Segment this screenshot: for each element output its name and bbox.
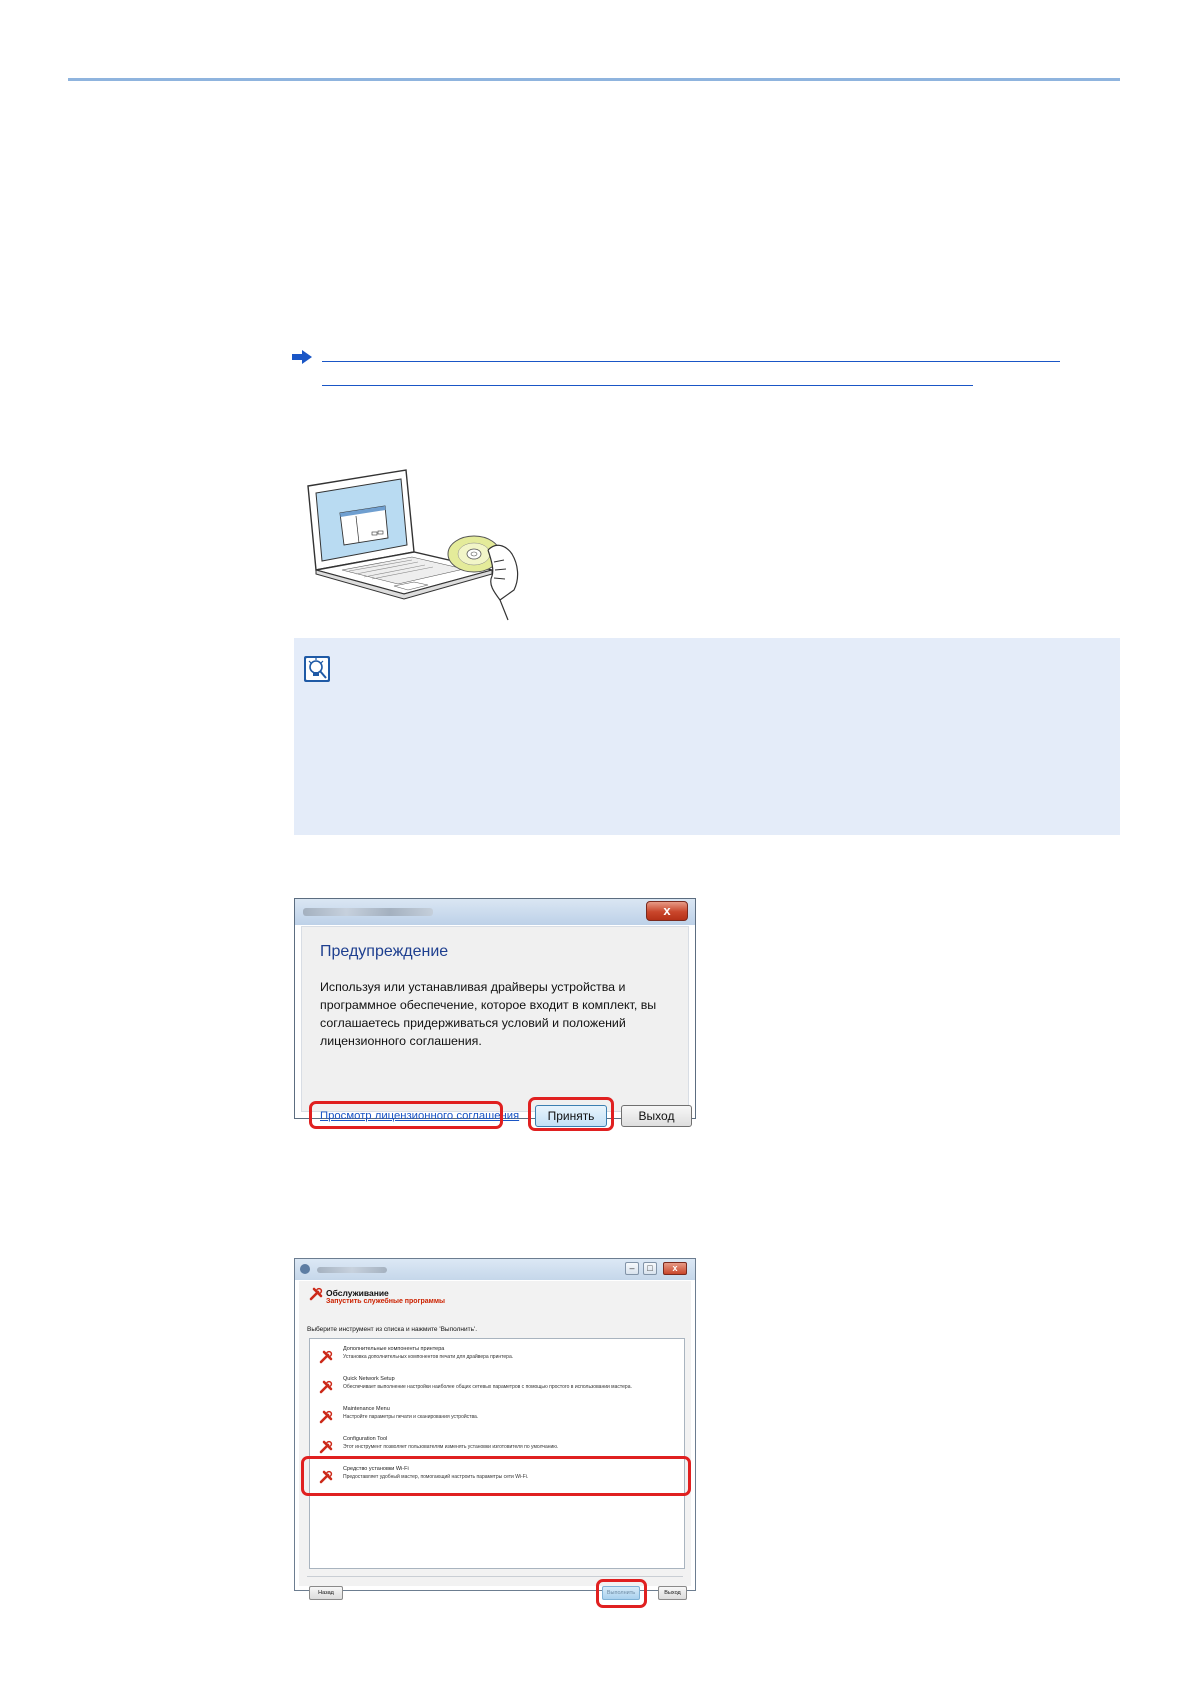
dialog-message: Используя или устанавливая драйверы устройства и программное обеспечение, которое входит в комплект, вы соглашаетесь придерживаться условий и положений лицензионного соглашения. bbox=[320, 980, 657, 1048]
tools-icon bbox=[319, 1380, 333, 1394]
minimize-button[interactable]: – bbox=[625, 1262, 639, 1275]
highlight-accept bbox=[528, 1097, 614, 1131]
item-name: Configuration Tool bbox=[343, 1436, 388, 1442]
tools-icon bbox=[319, 1410, 333, 1424]
list-item[interactable] bbox=[310, 1371, 684, 1401]
list-item[interactable] bbox=[310, 1341, 684, 1371]
license-warning-dialog bbox=[294, 898, 696, 1123]
dialog-instruction: Выберите инструмент из списка и нажмите 'Выполнить'. bbox=[307, 1326, 478, 1333]
laptop-icon bbox=[308, 470, 492, 599]
back-button[interactable]: Назад bbox=[309, 1586, 343, 1600]
item-name: Средство установки Wi-Fi bbox=[343, 1466, 409, 1472]
hint-box bbox=[294, 638, 1120, 835]
tools-icon bbox=[319, 1350, 333, 1364]
close-button[interactable]: x bbox=[663, 1262, 687, 1275]
item-name: Maintenance Menu bbox=[343, 1406, 390, 1412]
maximize-button[interactable]: □ bbox=[643, 1262, 657, 1275]
laptop-disc-illustration bbox=[294, 466, 566, 622]
reference-link-underline-1 bbox=[322, 361, 1060, 362]
dialog-title-bar bbox=[295, 1259, 695, 1280]
highlight-wifi-setup bbox=[301, 1456, 691, 1496]
close-button[interactable]: x bbox=[646, 901, 688, 921]
header-rule bbox=[68, 78, 1120, 81]
highlight-view-license bbox=[309, 1101, 503, 1129]
exit-button[interactable]: Выход bbox=[658, 1586, 687, 1600]
item-name: Дополнительные компоненты принтера bbox=[343, 1346, 445, 1352]
tools-icon bbox=[319, 1440, 333, 1454]
dialog-title-blurred bbox=[317, 1267, 387, 1273]
app-icon bbox=[300, 1264, 310, 1274]
reference-link-underline-2 bbox=[322, 385, 973, 386]
item-name: Quick Network Setup bbox=[343, 1376, 395, 1382]
footer-divider bbox=[307, 1576, 683, 1577]
item-description: Предоставляет удобный мастер, помогающий настроить параметры сети Wi-Fi. bbox=[343, 1474, 529, 1480]
exit-button[interactable]: Выход bbox=[621, 1105, 692, 1127]
item-description: Обеспечивает выполнение настройки наиболее общих сетевых параметров с помощью простого в использовании мастера. bbox=[343, 1384, 632, 1390]
dialog-body bbox=[299, 1281, 691, 1596]
accept-button[interactable]: Принять bbox=[535, 1105, 607, 1127]
highlight-run bbox=[596, 1579, 647, 1608]
arrow-right-icon bbox=[292, 350, 312, 364]
lightbulb-hint-icon bbox=[304, 656, 330, 682]
maintenance-dialog bbox=[294, 1258, 696, 1596]
dialog-subheading: Запустить служебные программы bbox=[326, 1298, 445, 1305]
dialog-title-blurred bbox=[303, 908, 433, 916]
list-item[interactable] bbox=[310, 1401, 684, 1431]
tools-icon bbox=[309, 1287, 323, 1301]
run-button[interactable]: Выполнить bbox=[602, 1586, 640, 1600]
item-description: Этот инструмент позволяет пользователям изменять установки изготовителя по умолчанию. bbox=[343, 1444, 559, 1450]
item-description: Установка дополнительных компонентов печати для драйвера принтера. bbox=[343, 1354, 514, 1360]
hand-icon bbox=[488, 545, 518, 620]
dialog-heading: Обслуживание bbox=[326, 1288, 389, 1298]
view-license-link[interactable]: Просмотр лицензионного соглашения bbox=[320, 1110, 520, 1122]
tool-list bbox=[309, 1338, 685, 1569]
dialog-title-bar bbox=[295, 899, 695, 925]
dialog-body bbox=[301, 926, 689, 1123]
item-description: Настройте параметры печати и сканирования устройства. bbox=[343, 1414, 479, 1420]
dialog-heading: Предупреждение bbox=[320, 943, 449, 960]
